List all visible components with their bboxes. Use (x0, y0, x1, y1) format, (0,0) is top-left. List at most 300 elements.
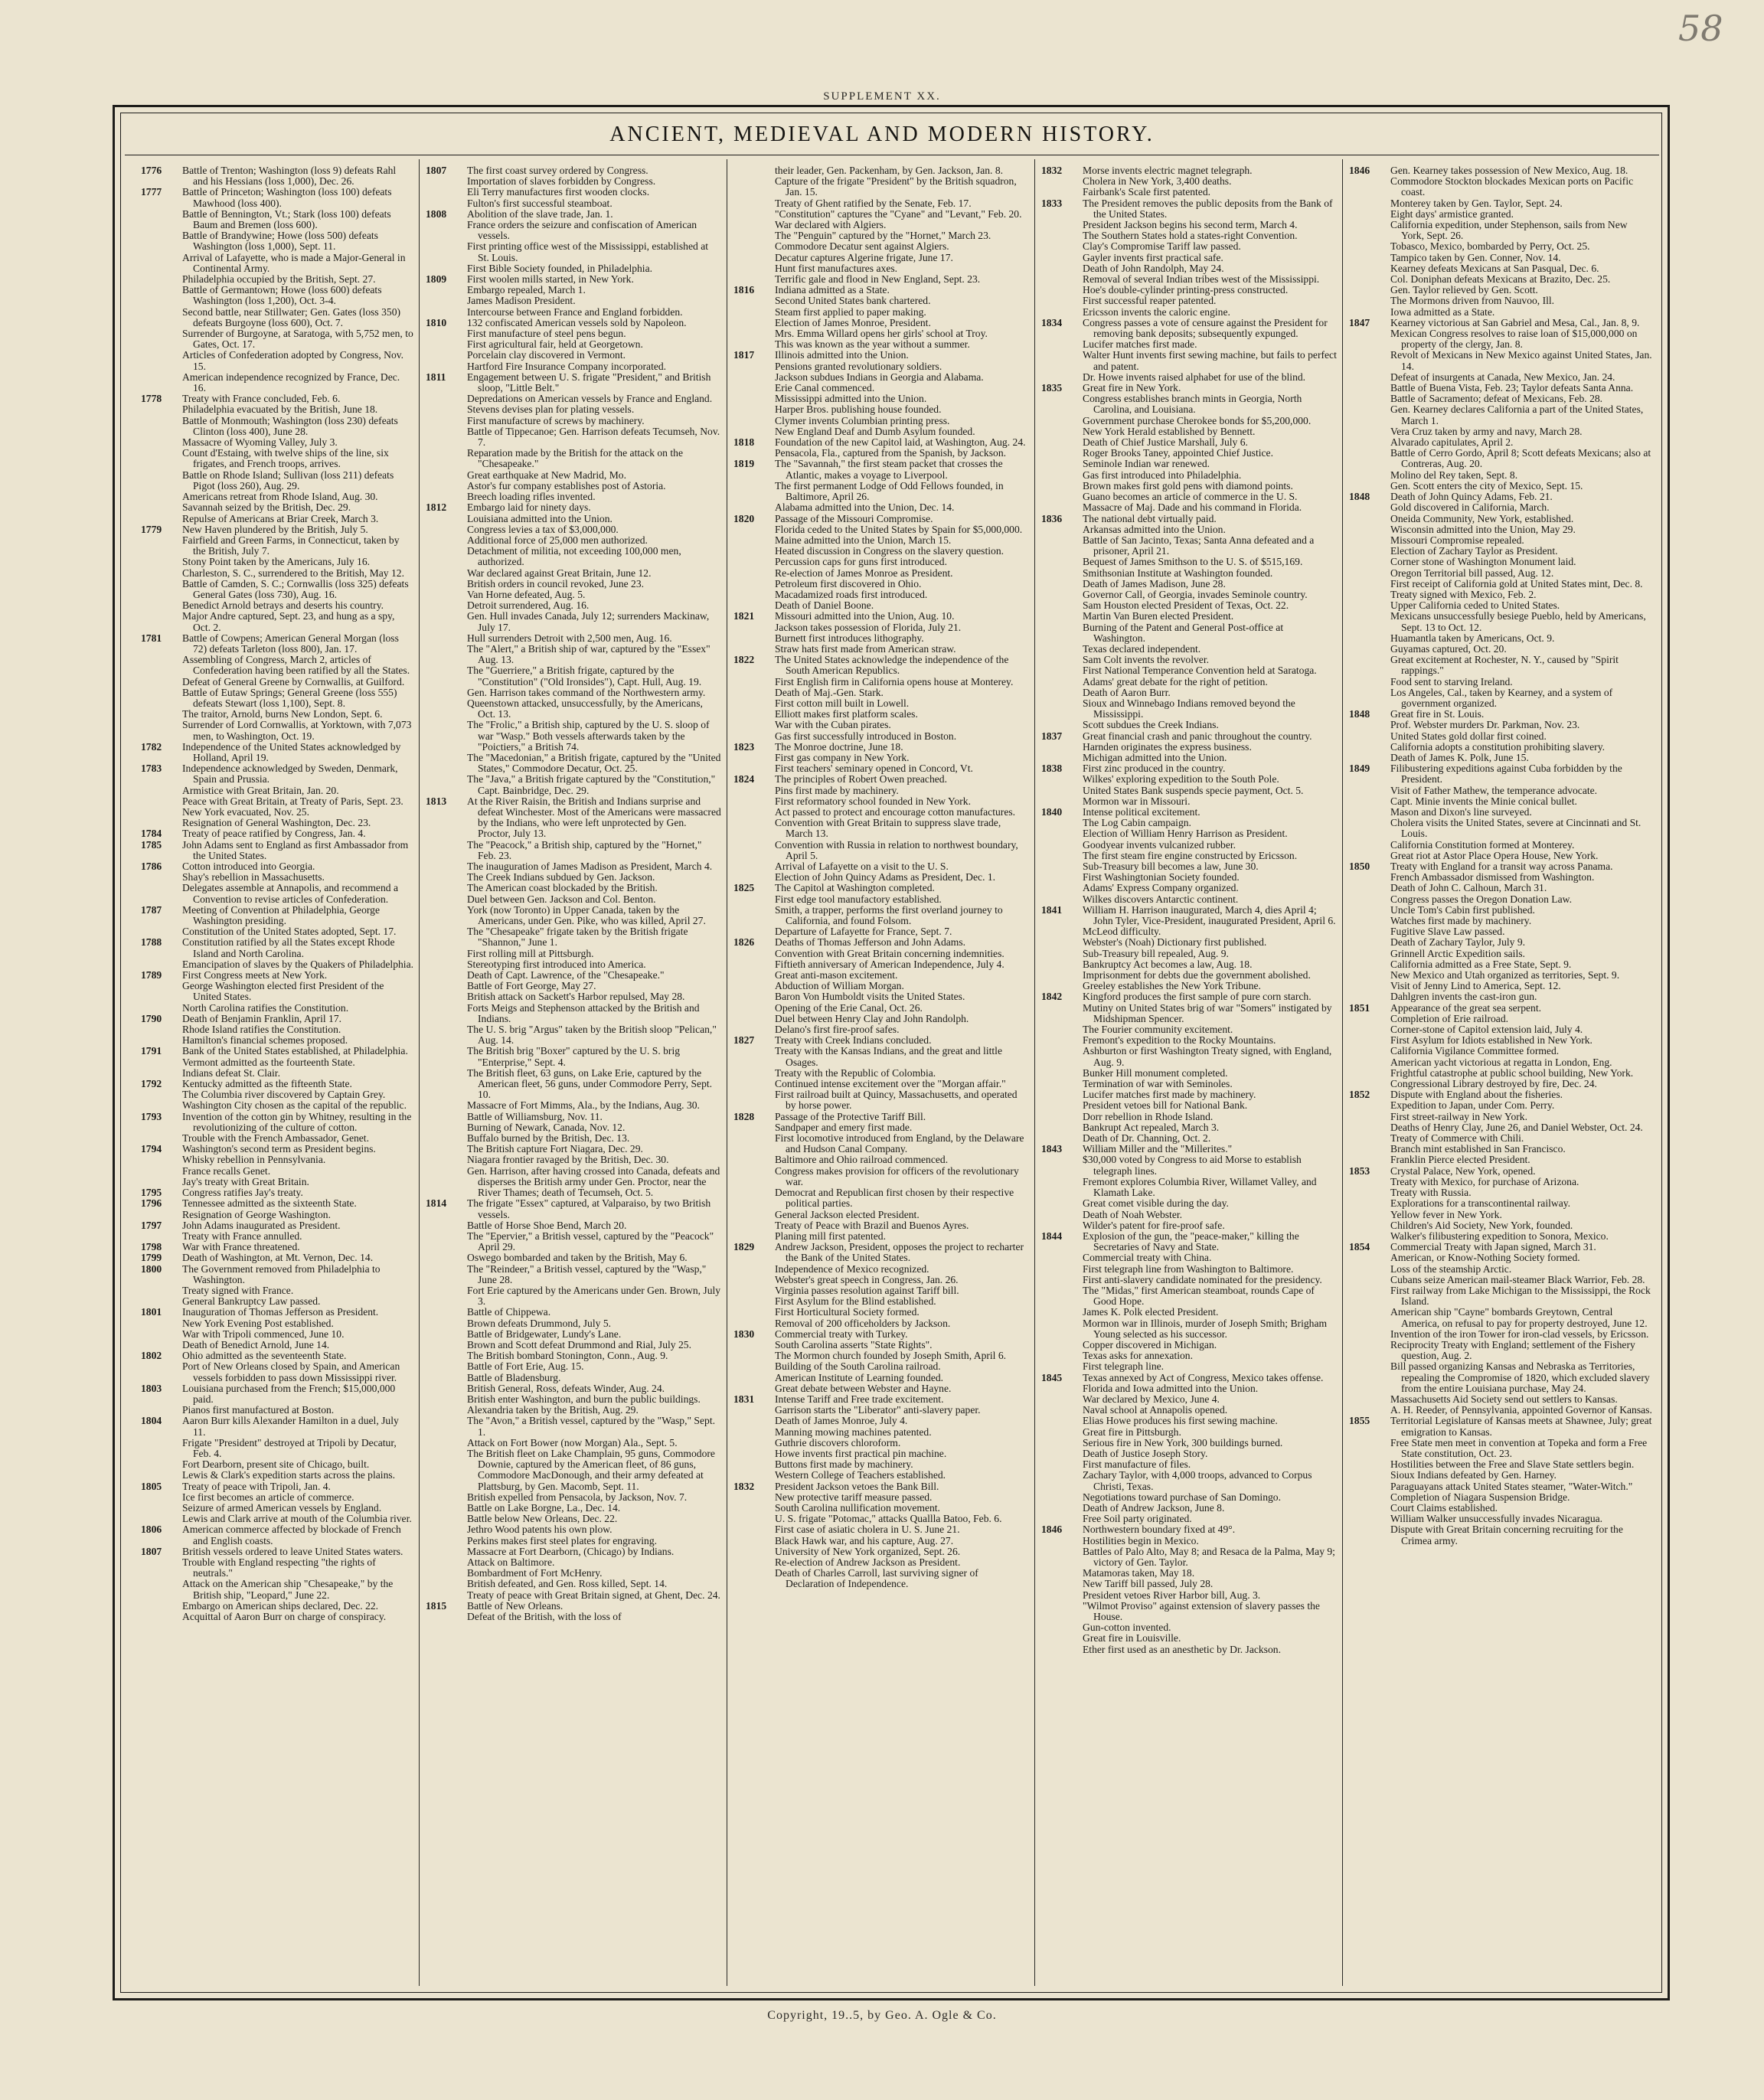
event-entry: Gen. Kearney takes possession of New Mexico, Aug. 18. (1390, 165, 1628, 176)
year-label: 1852 (1349, 1089, 1370, 1101)
year-label: 1842 (1041, 991, 1063, 1003)
event-entry: Grinnell Arctic Expedition sails. (1390, 947, 1525, 959)
year-group (733, 611, 1029, 655)
event-entry: Terrific gale and flood in New England, Sept. 23. (775, 273, 981, 286)
year-label: 1795 (141, 1187, 162, 1199)
event-entry: War declared with Algiers. (775, 219, 887, 231)
year-label: 1781 (141, 632, 162, 644)
event-entry: California Vigilance Committee formed. (1390, 1045, 1560, 1057)
event-entry: The British fleet, 63 guns, on Lake Erie, captured by the American fleet, 56 guns, under Commodore Perry, Sept. 10. (467, 1066, 713, 1101)
event-entry: Death of Benjamin Franklin, April 17. (182, 1012, 342, 1024)
event-entry: Defeat of insurgents at Canada, New Mexico, Jan. 24. (1390, 371, 1615, 383)
event-entry: Articles of Confederation adopted by Congress, Nov. 15. (182, 349, 404, 372)
event-entry: Reparation made by the British for the attack on the "Chesapeake." (467, 447, 683, 470)
year-group (141, 633, 413, 742)
event-entry: Burning of the Patent and General Post-office at Washington. (1083, 621, 1284, 644)
event-entry: "Wilmot Proviso" against extension of slavery passes the House. (1083, 1599, 1320, 1623)
event-entry: Americans retreat from Rhode Island, Aug. 30. (182, 491, 378, 503)
event-entry: The first steam fire engine constructed by Ericsson. (1083, 849, 1298, 861)
year-group (733, 459, 1029, 513)
event-entry: Abolition of the slave trade, Jan. 1. (467, 207, 613, 220)
event-entry: Additional force of 25,000 men authorized. (467, 534, 648, 546)
event-entry: First railroad built at Quincy, Massachusetts, and operated by horse power. (775, 1089, 1018, 1112)
event-entry: Treaty with France concluded, Feb. 6. (182, 393, 341, 405)
year-label: 1832 (1041, 165, 1063, 176)
history-column-1 (141, 165, 413, 1978)
event-entry: Death of Washington, at Mt. Vernon, Dec. 14. (182, 1252, 374, 1264)
event-entry: Independence of the United States acknowledged by Holland, April 19. (182, 740, 401, 763)
year-group (426, 1601, 721, 1622)
event-entry: Dispute with Great Britain concerning recruiting for the Crimea army. (1390, 1524, 1623, 1546)
event-entry: Benedict Arnold betrays and deserts his country. (182, 599, 384, 612)
year-group (1041, 318, 1337, 383)
event-entry: William Walker unsuccessfully invades Nicaragua. (1390, 1513, 1603, 1525)
event-entry: Death of Daniel Boone. (775, 599, 874, 612)
year-label: 1814 (426, 1197, 447, 1210)
event-entry: Great fire in Louisville. (1083, 1632, 1181, 1644)
year-label: 1844 (1041, 1230, 1063, 1242)
year-group (733, 655, 1029, 742)
year-group (1349, 709, 1652, 763)
event-entry: Battle of Sacramento; defeat of Mexicans, Feb. 28. (1390, 393, 1603, 405)
event-entry: Deaths of Henry Clay, June 26, and Daniel Webster, Oct. 24. (1390, 1121, 1643, 1133)
event-entry: Sandpaper and emery first made. (775, 1121, 913, 1133)
event-entry: South Carolina asserts "State Rights". (775, 1338, 933, 1350)
event-entry: Gen. Scott enters the city of Mexico, Sept. 15. (1390, 479, 1583, 492)
event-entry: Goodyear invents vulcanized rubber. (1083, 838, 1236, 851)
event-entry: First anti-slavery candidate nominated for the presidency. (1083, 1273, 1322, 1285)
event-entry: Uncle Tom's Cabin first published. (1390, 903, 1535, 916)
year-label: 1806 (141, 1524, 162, 1536)
event-entry: Defeat of the British, with the loss of (467, 1611, 622, 1623)
event-entry: Great fire in St. Louis. (1390, 708, 1485, 720)
event-entry: Corner stone of Washington Monument laid. (1390, 556, 1576, 568)
event-entry: Harper Bros. publishing house founded. (775, 403, 942, 416)
event-entry: Massacre at Fort Dearborn, (Chicago) by Indians. (467, 1545, 675, 1557)
event-entry: California admitted as a Free State, Sept. 9. (1390, 958, 1572, 970)
event-entry: Deaths of Thomas Jefferson and John Adams. (775, 936, 966, 949)
event-entry: Tennessee admitted as the sixteenth State. (182, 1197, 357, 1210)
event-entry: James Madison President. (467, 295, 576, 307)
event-entry: Indiana admitted as a State. (775, 284, 890, 296)
event-entry: Jackson takes possession of Florida, July 21. (775, 621, 962, 633)
event-entry: The British fleet on Lake Champlain, 95 guns, Commodore Downie, captured by the American fleet, of 86 guns, Commodore MacDonough, and their army defeated at Plattsburg, by Gen. Macomb, Sept. 11. (467, 1447, 715, 1492)
year-group (141, 1524, 413, 1546)
event-entry: William Miller and the "Millerites." (1083, 1143, 1233, 1155)
event-entry: President Jackson vetoes the Bank Bill. (775, 1480, 939, 1492)
event-entry: Election of Zachary Taylor as President. (1390, 545, 1558, 557)
event-entry: Arkansas admitted into the Union. (1083, 523, 1226, 535)
event-entry: Greeley establishes the New York Tribune. (1083, 980, 1261, 992)
event-entry: Brown makes first gold pens with diamond points. (1083, 479, 1293, 492)
event-entry: Bunker Hill monument completed. (1083, 1066, 1228, 1079)
year-group (426, 796, 721, 1199)
year-group (733, 437, 1029, 459)
event-entry: Missouri Compromise repealed. (1390, 534, 1524, 546)
event-entry: Intense Tariff and Free trade excitement. (775, 1393, 944, 1405)
page-title: ANCIENT, MEDIEVAL AND MODERN HISTORY. (609, 122, 1155, 146)
event-entry: Visit of Jenny Lind to America, Sept. 12. (1390, 980, 1561, 992)
event-entry: Northwestern boundary fixed at 49°. (1083, 1524, 1236, 1536)
year-label: 1788 (141, 936, 162, 949)
event-entry: Battle of Bennington, Vt.; Stark (loss 100) defeats Baum and Bremen (loss 600). (182, 207, 391, 231)
year-group (733, 1481, 1029, 1590)
year-group (1041, 731, 1337, 764)
event-entry: Mason and Dixon's line surveyed. (1390, 805, 1532, 818)
event-entry: Jackson subdues Indians in Georgia and Alabama. (775, 371, 984, 383)
year-label: 1838 (1041, 763, 1063, 775)
event-entry: Governor Call, of Georgia, invades Seminole country. (1083, 588, 1308, 600)
event-entry: The "Savannah," the first steam packet that crosses the Atlantic, makes a voyage to Liverpool. (775, 458, 1003, 481)
event-entry: Death of James Monroe, July 4. (775, 1415, 908, 1427)
event-entry: American, or Know-Nothing Society formed. (1390, 1252, 1580, 1264)
event-entry: Treaty of peace with Tripoli, Jan. 4. (182, 1480, 331, 1492)
event-entry: Col. Doniphan defeats Mexicans at Brazito, Dec. 25. (1390, 273, 1611, 286)
event-entry: Expedition to Japan, under Com. Perry. (1390, 1099, 1555, 1112)
event-entry: Watches first made by machinery. (1390, 915, 1532, 927)
year-label: 1782 (141, 740, 162, 753)
year-label: 1818 (733, 436, 755, 449)
event-entry: Breech loading rifles invented. (467, 491, 596, 503)
event-entry: First Horticultural Society formed. (775, 1306, 920, 1318)
year-label: 1801 (141, 1306, 162, 1318)
event-entry: Hostilities between the Free and Slave State settlers begin. (1390, 1458, 1635, 1471)
event-entry: Erie Canal commenced. (775, 382, 875, 394)
event-entry: Engagement between U. S. frigate "President," and British sloop, "Little Belt." (467, 371, 711, 394)
event-entry: New protective tariff measure passed. (775, 1491, 933, 1503)
event-entry: First locomotive introduced from England, by the Delaware and Hudson Canal Company. (775, 1132, 1024, 1155)
event-entry: Great riot at Astor Place Opera House, New York. (1390, 849, 1599, 861)
year-label: 1784 (141, 828, 162, 840)
event-entry: President vetoes River Harbor bill, Aug. 3. (1083, 1589, 1261, 1601)
year-group (1349, 1416, 1652, 1546)
event-entry: Mexicans unsuccessfully besiege Pueblo, held by Americans, Sept. 13 to Oct. 12. (1390, 610, 1646, 633)
event-entry: Smithsonian Institute at Washington founded. (1083, 567, 1273, 579)
event-entry: Death of Justice Joseph Story. (1083, 1447, 1208, 1459)
event-entry: Bombardment of Fort McHenry. (467, 1567, 603, 1579)
event-entry: Monterey taken by Gen. Taylor, Sept. 24. (1390, 197, 1563, 209)
event-entry: Death of James K. Polk, June 15. (1390, 751, 1529, 763)
event-entry: First Asylum for the Blind established. (775, 1295, 936, 1308)
event-entry: Treaty signed with France. (182, 1284, 294, 1296)
event-entry: Commercial treaty with China. (1083, 1252, 1212, 1264)
year-group (141, 861, 413, 905)
event-entry: their leader, Gen. Packenham, by Gen. Jackson, Jan. 8. (775, 165, 1004, 176)
event-entry: James K. Polk elected President. (1083, 1306, 1219, 1318)
year-label: 1843 (1041, 1143, 1063, 1155)
event-entry: Great fire in Pittsburgh. (1083, 1426, 1181, 1438)
event-entry: Fort Erie captured by the Americans under Gen. Brown, July 3. (467, 1284, 721, 1308)
event-entry: Kearney victorious at San Gabriel and Mesa, Cal., Jan. 8, 9. (1390, 316, 1640, 328)
event-entry: Hamilton's financial schemes proposed. (182, 1034, 348, 1047)
year-label: 1825 (733, 882, 755, 894)
event-entry: Eli Terry manufactures first wooden clocks. (467, 186, 650, 198)
event-entry: Battle of Brandywine; Howe (loss 500) defeats Washington (loss 1,000), Sept. 11. (182, 230, 378, 253)
event-entry: The national debt virtually paid. (1083, 512, 1217, 524)
year-group (141, 828, 413, 839)
event-entry: Corner-stone of Capitol extension laid, July 4. (1390, 1024, 1583, 1036)
event-entry: Food sent to starving Ireland. (1390, 675, 1513, 687)
event-entry: The Mormons driven from Nauvoo, Ill. (1390, 295, 1555, 307)
year-label: 1807 (426, 165, 447, 176)
event-entry: American Institute of Learning founded. (775, 1371, 944, 1383)
event-entry: Bequest of James Smithson to the U. S. of $515,169. (1083, 556, 1303, 568)
year-label: 1828 (733, 1110, 755, 1122)
event-entry: Arrival of Lafayette, who is made a Major-General in Continental Army. (182, 251, 406, 274)
year-label: 1776 (141, 165, 162, 176)
copyright-footer: Copyright, 19..5, by Geo. A. Ogle & Co. (767, 2009, 997, 2022)
event-entry: Planing mill first patented. (775, 1230, 886, 1242)
year-group (141, 970, 413, 1014)
event-entry: Sam Houston elected President of Texas, Oct. 22. (1083, 599, 1289, 612)
year-label: 1824 (733, 773, 755, 785)
event-entry: First woolen mills started, in New York. (467, 273, 634, 286)
event-entry: Passage of the Protective Tariff Bill. (775, 1110, 926, 1122)
year-label: 1836 (1041, 512, 1063, 524)
event-entry: Repulse of Americans at Briar Creek, March 3. (182, 512, 379, 524)
year-label: 1810 (426, 316, 447, 328)
year-group (733, 937, 1029, 1035)
event-entry: France recalls Genet. (182, 1164, 271, 1177)
event-entry: Vera Cruz taken by army and navy, March 28. (1390, 425, 1583, 437)
year-label: 1850 (1349, 861, 1370, 872)
event-entry: Embargo repealed, March 1. (467, 284, 586, 296)
year-group (1349, 318, 1652, 492)
event-entry: Frightful catastrophe at public school building, New York. (1390, 1066, 1634, 1079)
event-entry: First Washingtonian Society founded. (1083, 871, 1240, 883)
event-entry: Alvarado capitulates, April 2. (1390, 436, 1514, 449)
year-group (733, 742, 1029, 775)
event-entry: The "Peacock," a British ship, captured by the "Hornet," Feb. 23. (467, 838, 702, 861)
event-entry: Florida ceded to the United States by Spain for $5,000,000. (775, 523, 1023, 535)
event-entry: The traitor, Arnold, burns New London, Sept. 6. (182, 708, 383, 720)
event-entry: Constitution ratified by all the States except Rhode Island and North Carolina. (182, 936, 395, 959)
event-entry: Frigate "President" destroyed at Tripoli by Decatur, Feb. 4. (182, 1436, 397, 1459)
event-entry: Surrender of Lord Cornwallis, at Yorktown, with 7,073 men, to Washington, Oct. 19. (182, 719, 412, 742)
event-entry: Surrender of Burgoyne, at Saratoga, with 5,752 men, to Gates, Oct. 17. (182, 328, 413, 351)
event-entry: Death of Andrew Jackson, June 8. (1083, 1501, 1225, 1514)
event-entry: First manufacture of files. (1083, 1458, 1191, 1471)
event-entry: New Tariff bill passed, July 28. (1083, 1578, 1214, 1590)
event-entry: California Constitution formed at Monterey. (1390, 838, 1575, 851)
history-column-3 (733, 165, 1029, 1978)
event-entry: Hunt first manufactures axes. (775, 262, 898, 274)
event-entry: Sioux Indians defeated by Gen. Harney. (1390, 1469, 1557, 1481)
event-entry: Territorial Legislature of Kansas meets at Shawnee, July; great emigration to Kansas. (1390, 1415, 1652, 1438)
year-group (733, 165, 1029, 285)
event-entry: Capture of the frigate "President" by the British squadron, Jan. 15. (775, 175, 1017, 198)
event-entry: The "Penguin" captured by the "Hornet," March 23. (775, 230, 991, 242)
event-entry: California expedition, under Stephenson, sails from New York, Sept. 26. (1390, 219, 1628, 242)
year-group (141, 1187, 413, 1198)
year-label: 1823 (733, 740, 755, 753)
year-group (141, 1242, 413, 1252)
year-group (426, 1198, 721, 1601)
event-entry: Invention of the cotton gin by Whitney, resulting in the revolutionizing of the culture of cotton. (182, 1110, 412, 1133)
event-entry: Congress makes provision for officers of the revolutionary war. (775, 1164, 1019, 1187)
event-entry: Manning mowing machines patented. (775, 1426, 932, 1438)
event-entry: The President removes the public deposits from the Bank of the United States. (1083, 197, 1333, 220)
event-entry: McLeod difficulty. (1083, 926, 1161, 938)
year-group (1349, 165, 1652, 318)
event-entry: Battle below New Orleans, Dec. 22. (467, 1513, 618, 1525)
event-entry: British enter Washington, and burn the public buildings. (467, 1393, 701, 1405)
event-entry: Count d'Estaing, with twelve ships of the line, six frigates, and French troops, arrives. (182, 447, 389, 470)
event-entry: Battle of Bridgewater, Lundy's Lane. (467, 1328, 622, 1340)
year-label: 1815 (426, 1599, 447, 1612)
event-entry: Gayler invents first practical safe. (1083, 251, 1223, 263)
year-label: 1809 (426, 273, 447, 286)
event-entry: Detroit surrendered, Aug. 16. (467, 599, 590, 612)
event-entry: Explosion of the gun, the "peace-maker," killing the Secretaries of Navy and State. (1083, 1230, 1299, 1253)
event-entry: The "Midas," first American steamboat, rounds Cape of Good Hope. (1083, 1284, 1315, 1308)
event-entry: Removal of 200 officeholders by Jackson. (775, 1317, 951, 1329)
event-entry: Lewis and Clark arrive at mouth of the Columbia river. (182, 1513, 412, 1525)
event-entry: Fremont explores Columbia River, Willamet Valley, and Klamath Lake. (1083, 1175, 1317, 1199)
column-divider (419, 159, 420, 1986)
event-entry: Sub-Treasury bill becomes a law, June 30. (1083, 861, 1259, 872)
event-entry: Hoe's double-cylinder printing-press constructed. (1083, 284, 1289, 296)
event-entry: Andrew Jackson, President, opposes the project to recharter the Bank of the United States. (775, 1241, 1024, 1264)
event-entry: Acquittal of Aaron Burr on charge of conspiracy. (182, 1611, 387, 1623)
year-label: 1798 (141, 1241, 162, 1253)
event-entry: Copper discovered in Michigan. (1083, 1338, 1217, 1350)
event-entry: First telegraph line. (1083, 1360, 1165, 1373)
event-entry: Straw hats first made from American straw. (775, 642, 956, 655)
year-label: 1791 (141, 1045, 162, 1057)
event-entry: Commercial treaty with Turkey. (775, 1328, 908, 1340)
event-entry: Yellow fever in New York. (1390, 1208, 1502, 1220)
year-label: 1804 (141, 1415, 162, 1427)
event-entry: Inauguration of Thomas Jefferson as President. (182, 1306, 379, 1318)
event-entry: Imprisonment for debts due the government abolished. (1083, 969, 1311, 981)
event-entry: Convention with Great Britain to suppress slave trade, March 13. (775, 817, 1001, 840)
event-entry: Clymer invents Columbian printing press. (775, 414, 950, 426)
event-entry: Intercourse between France and England forbidden. (467, 305, 683, 318)
event-entry: Sioux and Winnebago Indians removed beyond the Mississippi. (1083, 697, 1295, 720)
event-entry: Meeting of Convention at Philadelphia, George Washington presiding. (182, 903, 380, 927)
event-entry: Great comet visible during the day. (1083, 1197, 1229, 1210)
event-entry: British attack on Sackett's Harbor repulsed, May 28. (467, 991, 685, 1003)
event-entry: Assembling of Congress, March 2, articles of Confederation having been ratified by all the States. (182, 654, 410, 677)
event-entry: Smith, a trapper, performs the first overland journey to California, and found Folsom. (775, 903, 1003, 927)
event-entry: Battle of Williamsburg, Nov. 11. (467, 1110, 603, 1122)
year-group (733, 514, 1029, 612)
year-group (141, 1307, 413, 1350)
event-entry: First cotton mill built in Lowell. (775, 697, 910, 709)
event-entry: Massachusetts Aid Society send out settlers to Kansas. (1390, 1393, 1618, 1405)
event-entry: Battle of San Jacinto, Texas; Santa Anna defeated and a prisoner, April 21. (1083, 534, 1315, 557)
year-label: 1785 (141, 838, 162, 851)
event-entry: Cubans seize American mail-steamer Black Warrior, Feb. 28. (1390, 1273, 1645, 1285)
event-entry: Cotton introduced into Georgia. (182, 861, 315, 872)
year-label: 1831 (733, 1393, 755, 1405)
year-group (733, 1112, 1029, 1242)
event-entry: Mormon war in Illinois, murder of Joseph Smith; Brigham Young selected as his successor. (1083, 1317, 1328, 1340)
event-entry: Louisiana purchased from the French; $15,000,000 paid. (182, 1382, 396, 1405)
event-entry: The frigate "Essex" captured, at Valparaiso, by two British vessels. (467, 1197, 711, 1220)
year-label: 1832 (733, 1480, 755, 1492)
event-entry: Battle of Camden, S. C.; Cornwallis (loss 325) defeats General Gates (loss 730), Aug. 16. (182, 577, 409, 600)
year-group (1041, 807, 1337, 905)
year-label: 1811 (426, 371, 446, 383)
event-entry: Reciprocity Treaty with England; settlement of the Fishery question, Aug. 2. (1390, 1338, 1635, 1362)
year-group (141, 905, 413, 938)
event-entry: Death of James Madison, June 28. (1083, 577, 1226, 590)
year-label: 1803 (141, 1382, 162, 1394)
event-entry: Fulton's first successful steamboat. (467, 197, 612, 209)
event-entry: Elliott makes first platform scales. (775, 708, 918, 720)
event-entry: Fugitive Slave Law passed. (1390, 926, 1505, 938)
event-entry: War with France threatened. (182, 1241, 300, 1253)
event-entry: This was known as the year without a summer. (775, 338, 970, 351)
event-entry: First street-railway in New York. (1390, 1110, 1527, 1122)
event-entry: Great earthquake at New Madrid, Mo. (467, 469, 626, 481)
event-entry: British expelled from Pensacola, by Jackson, Nov. 7. (467, 1491, 688, 1503)
event-entry: Wilkes' exploring expedition to the South Pole. (1083, 773, 1279, 785)
event-entry: Congressional Library destroyed by fire, Dec. 24. (1390, 1078, 1597, 1090)
event-entry: Seminole Indian war renewed. (1083, 458, 1210, 470)
event-entry: The U. S. brig "Argus" taken by the British sloop "Pelican," Aug. 14. (467, 1024, 717, 1047)
event-entry: American yacht victorious at regatta in London, Eng. (1390, 1056, 1612, 1068)
event-entry: The American coast blockaded by the British. (467, 882, 658, 894)
event-entry: Matamoras taken, May 18. (1083, 1567, 1195, 1579)
event-entry: Pensacola, Fla., captured from the Spanish, by Jackson. (775, 447, 1007, 459)
event-entry: British General, Ross, defeats Winder, Aug. 24. (467, 1382, 665, 1394)
event-entry: Alabama admitted into the Union, Dec. 14. (775, 501, 955, 514)
event-entry: The Columbia river discovered by Captain Grey. (182, 1089, 386, 1101)
event-entry: The first coast survey ordered by Congress. (467, 165, 648, 176)
event-entry: Molino del Rey taken, Sept. 8. (1390, 469, 1518, 481)
event-entry: Vermont admitted as the fourteenth State. (182, 1056, 355, 1068)
event-entry: Perkins makes first steel plates for engraving. (467, 1534, 658, 1546)
event-entry: Revolt of Mexicans in New Mexico against United States, Jan. 14. (1390, 349, 1652, 372)
event-entry: War with the Cuban pirates. (775, 719, 891, 731)
event-entry: Wisconsin admitted into the Union, May 29. (1390, 523, 1576, 535)
event-entry: Battle of Trenton; Washington (loss 9) defeats Rahl and his Hessians (loss 1,000), Dec. 26. (182, 165, 397, 188)
event-entry: Oswego bombarded and taken by the British, May 6. (467, 1252, 688, 1264)
event-entry: Completion of Erie railroad. (1390, 1012, 1509, 1024)
event-entry: Detachment of militia, not exceeding 100,000 men, authorized. (467, 545, 681, 568)
event-entry: Burnett first introduces lithography. (775, 632, 924, 644)
event-entry: First Congress meets at New York. (182, 969, 328, 981)
event-entry: Congress ratifies Jay's treaty. (182, 1187, 303, 1199)
event-entry: Depredations on American vessels by France and England. (467, 393, 713, 405)
event-entry: First rolling mill at Pittsburgh. (467, 947, 594, 959)
event-entry: Election of John Quincy Adams as President, Dec. 1. (775, 871, 996, 883)
year-group (1349, 1003, 1652, 1090)
event-entry: Hartford Fire Insurance Company incorporated. (467, 360, 667, 372)
event-entry: Savannah seized by the British, Dec. 29. (182, 501, 351, 514)
event-entry: John Adams inaugurated as President. (182, 1219, 341, 1231)
event-entry: First printing office west of the Mississippi, established at St. Louis. (467, 240, 709, 263)
event-entry: Hostilities begin in Mexico. (1083, 1534, 1199, 1546)
event-entry: Death of Capt. Lawrence, of the "Chesapeake." (467, 969, 665, 981)
event-entry: Washington City chosen as the capital of the republic. (182, 1099, 407, 1112)
event-entry: Stony Point taken by the Americans, July 16. (182, 556, 371, 568)
event-entry: Pins first made by machinery. (775, 784, 899, 796)
event-entry: Death of John C. Calhoun, March 31. (1390, 882, 1547, 894)
event-entry: Battle of Fort Erie, Aug. 15. (467, 1360, 584, 1373)
event-entry: Texas declared independent. (1083, 642, 1201, 655)
event-entry: Gen. Hull invades Canada, July 12; surrenders Mackinaw, July 17. (467, 610, 710, 633)
supplement-header: SUPPLEMENT XX. (823, 90, 941, 103)
year-label: 1849 (1349, 763, 1370, 775)
event-entry: New Haven plundered by the British, July 5. (182, 523, 368, 535)
event-entry: At the River Raisin, the British and Indians surprise and defeat Winchester. Most of the Americans were massacred by the Indians, who were left unprotected by Gen. Proctor, July 13. (467, 795, 721, 840)
year-group (141, 840, 413, 861)
event-entry: The British brig "Boxer" captured by the U. S. brig "Enterprise," Sept. 4. (467, 1045, 681, 1068)
